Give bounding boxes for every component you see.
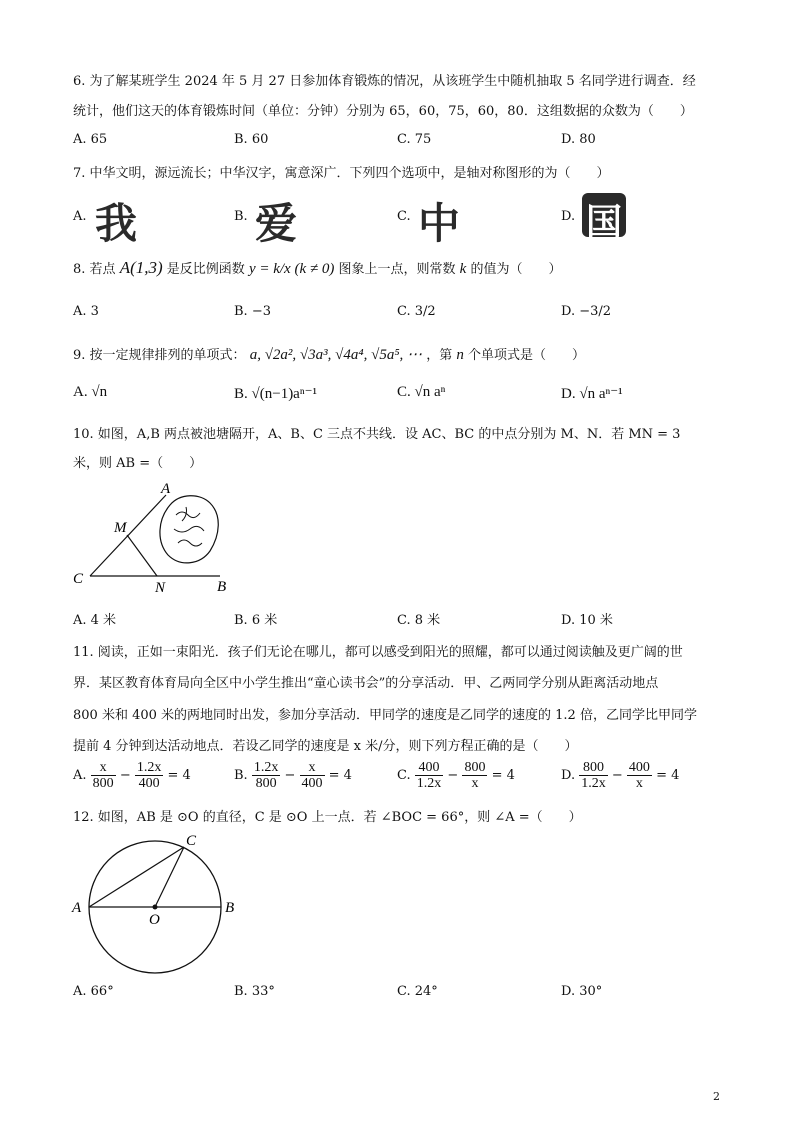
q11-stem-line3: 800 米和 400 米的两地同时出发，参加分享活动．甲同学的速度是乙同学的速度的 1.2 倍，乙同学比甲同学 <box>73 708 697 723</box>
q11-option-d-label: D. <box>561 768 576 783</box>
q11-a-num1: x <box>91 760 116 776</box>
q6-stem-line1: 6. 为了解某班学生 2024 年 5 月 27 日参加体育锻炼的情况，从该班学生中随机抽取 5 名同学进行调查．经 <box>73 74 696 89</box>
q12-option-d: D. 30° <box>561 984 603 999</box>
q11-d-den2: x <box>635 776 643 791</box>
q6-option-d: D. 80 <box>561 132 596 147</box>
q10-label-a: A <box>161 481 171 497</box>
q9-sequence: a, √2a², √3a³, √4a⁴, √5a⁵, ⋯ <box>249 347 423 363</box>
q8-mid: 是反比例函数 <box>166 262 245 277</box>
q9-option-c: C. √n aⁿ <box>397 384 446 400</box>
q11-d-num1: 800 <box>579 760 608 776</box>
q9-mid: ，第 <box>426 348 453 363</box>
q12-label-o: O <box>149 912 160 928</box>
q11-option-c-label: C. <box>397 768 411 783</box>
q10-option-a: A. 4 米 <box>73 613 117 628</box>
q7-glyph-guo: 国 <box>586 202 623 243</box>
q11-c-num1: 400 <box>415 760 444 776</box>
q7-option-d-label: D. <box>561 209 576 224</box>
q8-option-c: C. 3/2 <box>397 304 436 319</box>
q6-stem-line2: 统计，他们这天的体育锻炼时间（单位：分钟）分别为 65，60，75，60，80．这组数据的众数为（ ） <box>73 104 693 119</box>
q6-option-b: B. 60 <box>234 132 269 147</box>
q11-a-den1: 800 <box>92 776 114 791</box>
q7-guo-tile <box>582 193 626 243</box>
q7-option-c-label: C. <box>397 209 411 224</box>
q12-center-dot <box>153 905 158 910</box>
q7-glyph-ai: 爱 <box>255 199 298 248</box>
q9-end: 个单项式是（ ） <box>467 348 585 363</box>
q10-option-d: D. 10 米 <box>561 613 613 628</box>
q11-c-den1: 1.2x <box>416 776 442 791</box>
q10-line-mn <box>127 535 157 576</box>
q11-option-b-label: B. <box>234 768 248 783</box>
q8-function: y = k/x (k ≠ 0) <box>248 261 335 277</box>
q12-option-a: A. 66° <box>73 984 114 999</box>
q11-option-d: D. $\frac{800}{1.2x}$ − $\frac{400}{x}$ = 4 <box>561 760 680 791</box>
page-number: 2 <box>713 1090 720 1103</box>
q11-b-den2: 400 <box>301 776 323 791</box>
q8-option-b: B. −3 <box>234 304 271 319</box>
q6-option-a: A. 65 <box>73 132 108 147</box>
q8-option-d: D. −3/2 <box>561 304 612 319</box>
q11-d-rhs: = 4 <box>656 768 680 783</box>
q11-c-num2: 800 <box>464 760 486 775</box>
q12-stem: 12. 如图，AB 是 ⊙O 的直径，C 是 ⊙O 上一点．若 ∠BOC = 66°，则 ∠A =（ ） <box>73 810 582 825</box>
q10-label-c: C <box>73 571 84 587</box>
q7-option-a-label: A. <box>73 209 87 224</box>
q11-option-b: B. $\frac{1.2x}{800}$ − $\frac{x}{400}$ = 4 <box>234 760 352 791</box>
q10-label-m: M <box>114 520 127 536</box>
q10-stem-line1: 10. 如图，A,B 两点被池塘隔开，A、B、C 三点不共线．设 AC、BC 的中点分别为 M、N．若 MN = 3 <box>73 427 681 442</box>
q12-figure <box>66 828 246 988</box>
q10-option-b: B. 6 米 <box>234 613 278 628</box>
q11-option-a: A. $\frac{x}{800}$ − $\frac{1.2x}{400}$ = 4 <box>73 760 191 791</box>
q9-option-b: B. √(n−1)aⁿ⁻¹ <box>234 386 317 402</box>
q11-b-num1: 1.2x <box>253 760 279 775</box>
q11-a-rhs: = 4 <box>167 768 191 783</box>
q10-label-b: B <box>217 579 227 595</box>
q12-option-b: B. 33° <box>234 984 275 999</box>
q11-c-den2: x <box>471 776 479 791</box>
q7-stem: 7. 中华文明，源远流长；中华汉字，寓意深广．下列四个选项中，是轴对称图形的为（ ） <box>73 166 610 181</box>
q7-option-b-label: B. <box>234 209 248 224</box>
q9-n: n <box>456 347 464 363</box>
q10-figure <box>60 475 250 600</box>
q12-label-b: B <box>225 900 235 916</box>
q10-label-n: N <box>155 580 166 596</box>
q8-stem <box>73 258 561 278</box>
q10-option-c: C. 8 米 <box>397 613 441 628</box>
q8-prefix: 8. 若点 <box>73 262 116 277</box>
q12-label-c: C <box>186 833 197 849</box>
q6-option-c: C. 75 <box>397 132 432 147</box>
q11-d-num2: 400 <box>628 760 650 775</box>
q7-glyph-zhong: 中 <box>418 199 461 248</box>
q9-prefix: 9. 按一定规律排列的单项式： <box>73 348 246 363</box>
q8-end: 的值为（ ） <box>470 262 562 277</box>
q10-stem-line2: 米，则 AB =（ ） <box>73 456 203 471</box>
q8-option-a: A. 3 <box>73 304 99 319</box>
q11-d-den1: 1.2x <box>581 776 606 791</box>
q11-a-num2: 1.2x <box>136 760 162 775</box>
q8-suffix: 图象上一点，则常数 <box>338 262 456 277</box>
q11-a-den2: 400 <box>138 776 160 791</box>
q9-option-d: D. √n aⁿ⁻¹ <box>561 386 623 402</box>
q12-label-a: A <box>72 900 82 916</box>
q8-point: A(1,3) <box>119 258 163 277</box>
q11-b-num2: x <box>300 760 325 776</box>
q11-option-c: C. $\frac{400}{1.2x}$ − $\frac{800}{x}$ = 4 <box>397 760 515 791</box>
q12-option-c: C. 24° <box>397 984 438 999</box>
q11-c-rhs: = 4 <box>491 768 515 783</box>
q11-b-den1: 800 <box>255 776 277 791</box>
q11-stem-line2: 界．某区教育体育局向全区中小学生推出“童心读书会”的分享活动．甲、乙两同学分别从距离活动地点 <box>73 676 659 691</box>
q11-b-rhs: = 4 <box>328 768 352 783</box>
q8-k: k <box>459 261 467 277</box>
q11-stem-line4: 提前 4 分钟到达活动地点．若设乙同学的速度是 x 米/分，则下列方程正确的是（ ） <box>73 739 578 754</box>
q7-glyph-wo: 我 <box>95 199 136 248</box>
q11-stem-line1: 11. 阅读，正如一束阳光．孩子们无论在哪儿，都可以感受到阳光的照耀，都可以通过阅读触及更广阔的世 <box>73 645 683 660</box>
q11-option-a-label: A. <box>73 768 87 783</box>
q9-option-a: A. √n <box>73 384 108 400</box>
q9-stem <box>73 344 585 364</box>
